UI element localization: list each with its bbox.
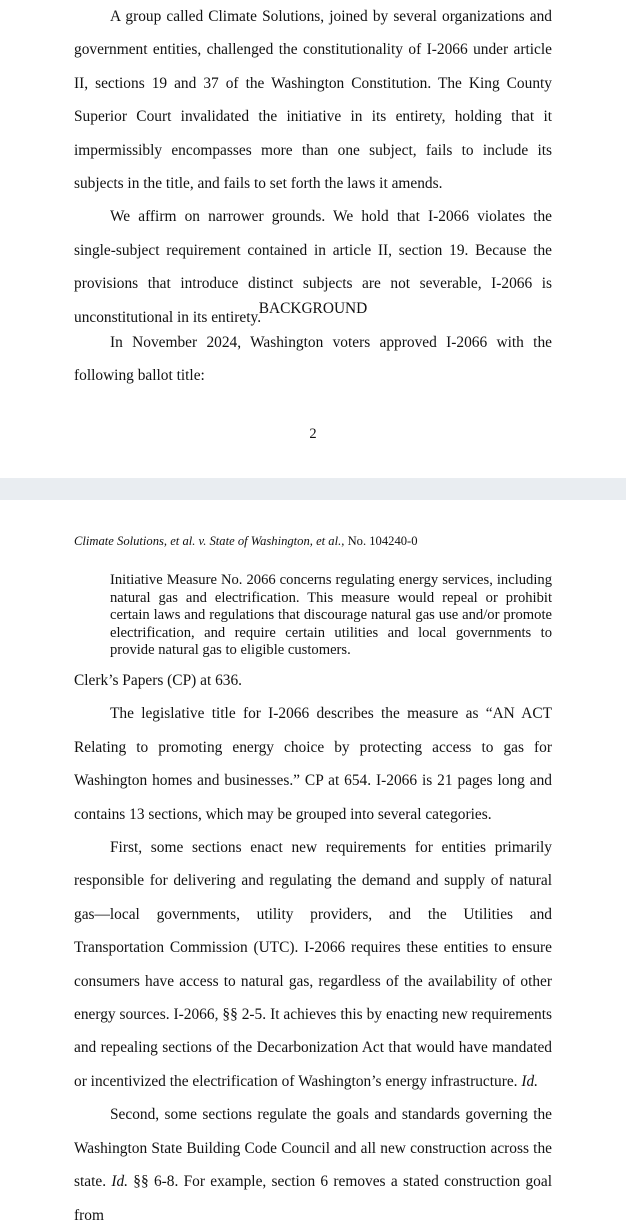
running-header — [74, 533, 574, 549]
case-name: Climate Solutions, et al. v. State of Washington, et al. — [74, 534, 342, 548]
page-number: 2 — [309, 426, 317, 442]
paragraph-ballot-intro: In November 2024, Washington voters approved I-2066 with the following ballot title: — [74, 334, 552, 385]
page-separator — [0, 478, 626, 500]
paragraph-first-category — [74, 831, 552, 1098]
page3-body — [74, 664, 552, 1232]
case-number: , No. 104240-0 — [341, 534, 418, 548]
ballot-title-text: Initiative Measure No. 2066 concerns regulating energy services, including natural gas and electrification. This measure would repeal or prohibit certain laws and regulations that discourage natural gas use and/or promote electrification, and require certain utilities and local governments to provide natural gas to eligible customers. — [110, 572, 552, 659]
ballot-title-quote — [110, 572, 552, 660]
paragraph-legislative-title: The legislative title for I-2066 describes the measure as “AN ACT Relating to promoting energy choice by protecting access to gas for Washington homes and businesses.” CP at 654. I-2066 is 21 pages long and contains 13 sections, which may be grouped into several categories. — [74, 705, 552, 823]
section-heading-background: BACKGROUND — [258, 300, 368, 317]
second-category-text: Second, some sections regulate the goals and standards governing the Washington State Building Code Council and all new construction across the state. — [74, 1106, 552, 1191]
page2-body — [74, 0, 552, 334]
document-page-2 — [0, 0, 626, 478]
citation-cp: Clerk’s Papers (CP) at 636. — [74, 672, 242, 689]
id-citation: Id. — [111, 1173, 129, 1191]
paragraph-holding: We affirm on narrower grounds. We hold that I-2066 violates the single-subject requirement contained in article II, section 19. Because the provisions that introduce distinct subjects are not severable, I-2066 is unconstitutional in its entirety. — [74, 208, 552, 326]
page2-body-background — [74, 326, 552, 393]
document-page-3 — [0, 500, 626, 1224]
first-category-text: First, some sections enact new requirements for entities primarily responsible for delivering and regulating the demand and supply of natural gas—local governments, utility providers, and the Utilities and Transportation Commission (UTC). I-2066 requires these entities to ensure consumers have access to natural gas, regardless of the availability of other energy sources. I-2066, §§ 2-5. It achieves this by enacting new requirements and repealing sections of the Decarbonization Act that would have mandated or incentivized the electrification of Washington’s energy infrastructure. — [74, 839, 552, 1090]
paragraph-second-category — [74, 1098, 552, 1232]
paragraph-challenge: A group called Climate Solutions, joined by several organizations and government entities, challenged the constitutionality of I-2066 under article II, sections 19 and 37 of the Washington Constitution. The King County Superior Court invalidated the initiative in its entirety, holding that it impermissibly encompasses more than one subject, fails to include its subjects in the title, and fails to set forth the laws it amends. — [74, 8, 552, 193]
second-category-text-cont: §§ 6-8. For example, section 6 removes a stated construction goal from — [74, 1173, 552, 1224]
id-citation: Id. — [521, 1072, 539, 1090]
